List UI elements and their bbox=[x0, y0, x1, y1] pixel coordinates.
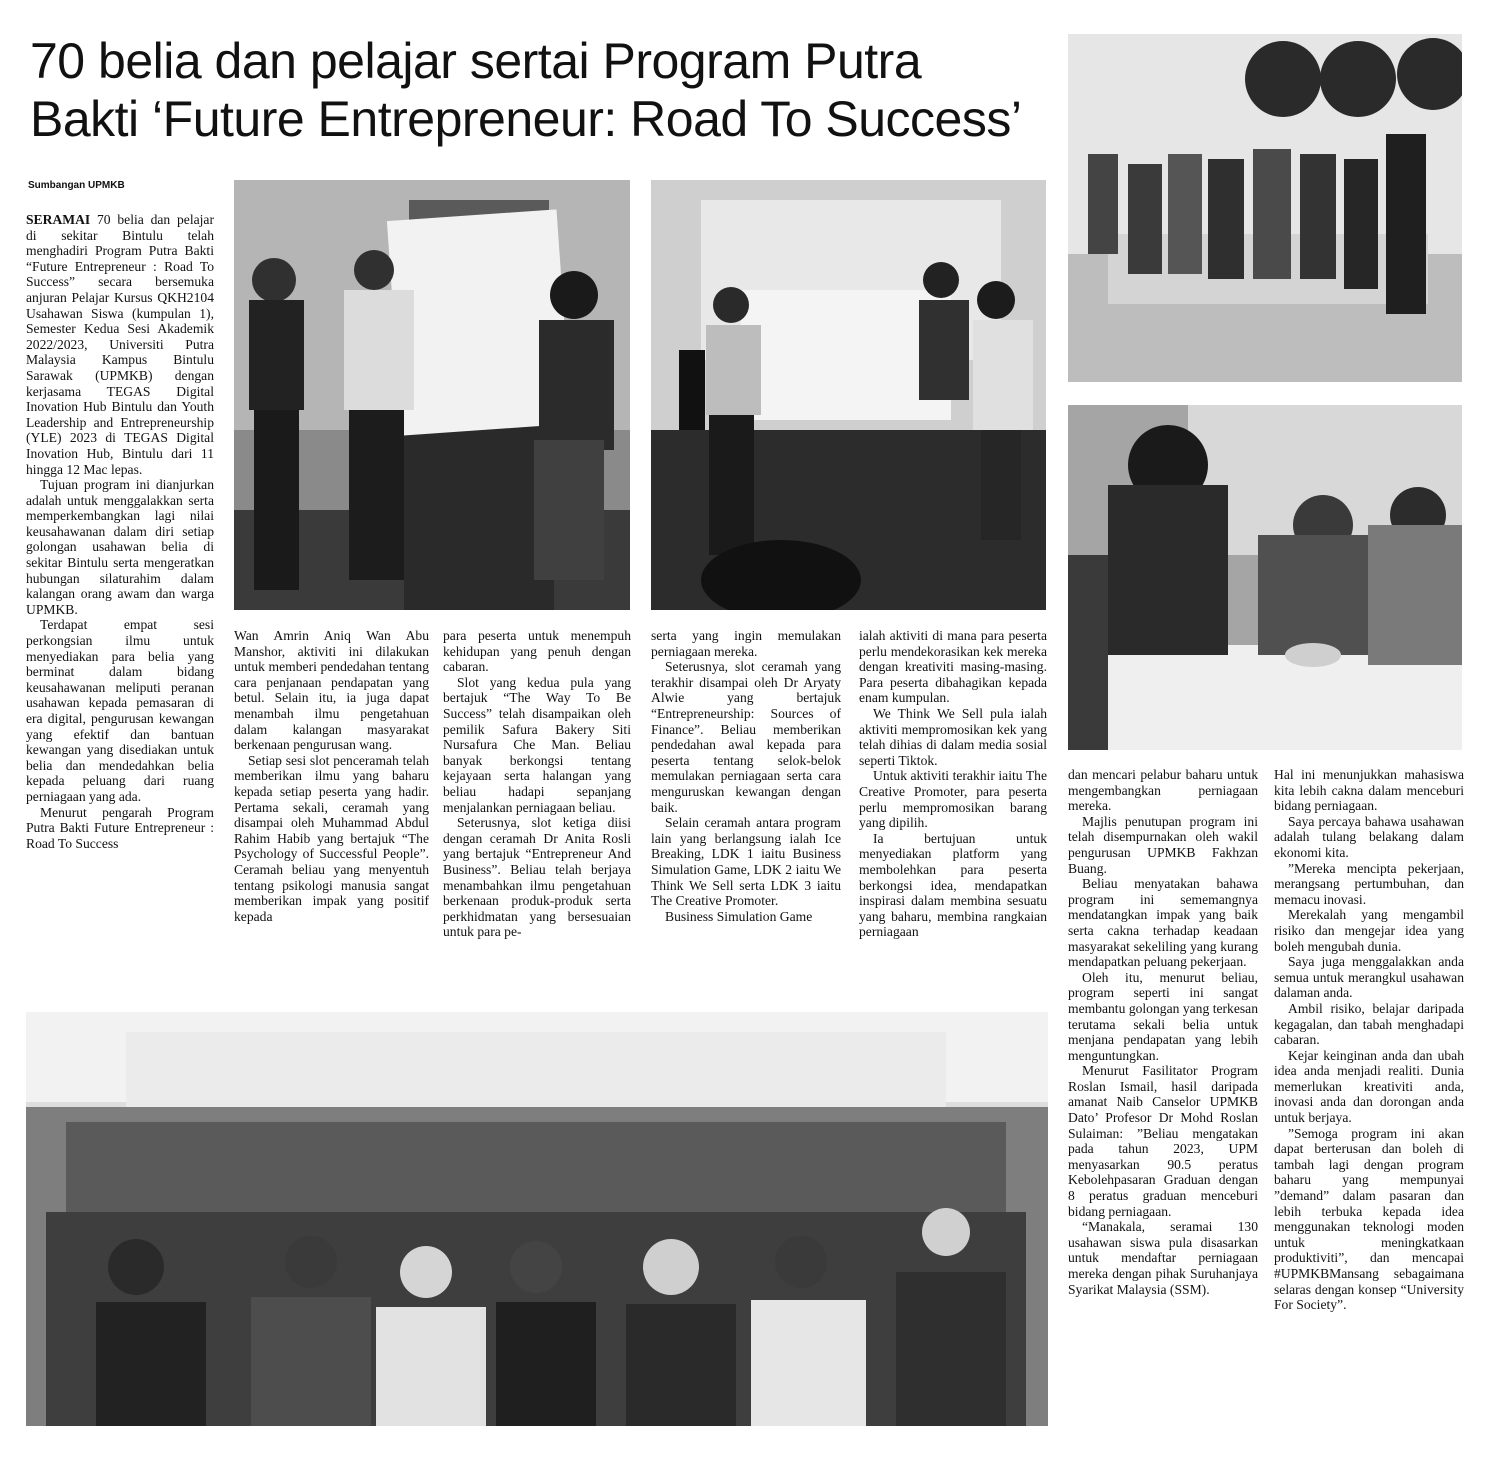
photo-group bbox=[26, 1012, 1048, 1426]
col7-para-2: Saya percaya bahawa usahawan adalah tulang belakang dalam ekonomi kita. bbox=[1274, 813, 1464, 860]
col6-para-1: dan mencari pelabur baharu untuk mengembangkan perniagaan mereka. bbox=[1068, 767, 1258, 814]
photo-seated-group bbox=[1068, 34, 1462, 382]
lead-word: SERAMAI bbox=[26, 212, 91, 227]
headline-line-1: 70 belia dan pelajar sertai Program Putra bbox=[30, 33, 922, 89]
col6-para-2: Majlis penutupan program ini telah disempurnakan oleh wakil pengurusan UPMKB Fakhzan Buang. bbox=[1068, 813, 1258, 876]
column-5 bbox=[859, 628, 1047, 940]
col7-para-6: Ambil risiko, belajar daripada kegagalan, dan tabah menghadapi cabaran. bbox=[1274, 1000, 1464, 1048]
col3-para-2: Slot yang kedua pula yang bertajuk “The Way To Be Success” telah disampaikan oleh pemilik Safura Bakery Siti Nursafura Che Man. Beliau banyak berkongsi tentang kejayaan serta halangan yang beliau hadapi sepanjang menjalankan perniagaan beliau. bbox=[443, 674, 631, 815]
col4-para-1: serta yang ingin memulakan perniagaan mereka. bbox=[651, 628, 841, 659]
col7-para-5: Saya juga menggalakkan anda semua untuk merangkul usahawan dalaman anda. bbox=[1274, 954, 1464, 1001]
col4-para-4: Business Simulation Game bbox=[665, 908, 813, 924]
col6-para-4: Oleh itu, menurut beliau, program seperti ini sangat membantu golongan yang terkesan terutama sekali belia untuk menjana pendapatan yang lebih menguntungkan. bbox=[1068, 969, 1258, 1063]
col4-para-3: Selain ceramah antara program lain yang berlangsung ialah Ice Breaking, LDK 1 iaitu Business Simulation Game, LDK 2 iaitu We Think We Sell serta LDK 3 iaitu The Creative Promoter. bbox=[651, 815, 841, 909]
col1-para-4: Menurut pengarah Program Putra Bakti Future Entrepreneur : Road To Success bbox=[26, 804, 214, 851]
col2-para-2: Setiap sesi slot penceramah telah memberikan ilmu yang baharu kepada setiap peserta yang hadir. Pertama sekali, ceramah yang disampai oleh Muhammad Abdul Rahim Habib yang bertajuk “The Psychology of Successful People”. Ceramah beliau yang menyentuh tentang psikologi manusia sangat memberikan impak yang positif kepada bbox=[234, 752, 429, 924]
headline bbox=[30, 32, 1060, 148]
column-1 bbox=[26, 212, 214, 851]
col3-para-3: Seterusnya, slot ketiga diisi dengan ceramah Dr Anita Rosli yang bertajuk “Entrepreneur And Business”. Beliau telah berjaya menambahkan ilmu pengetahuan berkenaan produk-produk serta perkhidmatan yang bersesuaian untuk para pe- bbox=[443, 815, 631, 940]
col7-para-7: Kejar keinginan anda dan ubah idea anda menjadi realiti. Dunia memerlukan kreativiti anda, inovasi anda dan dorongan anda untuk berjaya. bbox=[1274, 1047, 1464, 1126]
col7-para-1: Hal ini menunjukkan mahasiswa kita lebih cakna dalam menceburi bidang perniagaan. bbox=[1274, 767, 1464, 814]
photo-presenters-poster bbox=[234, 180, 630, 610]
byline: Sumbangan UPMKB bbox=[28, 180, 125, 191]
col5-para-1: ialah aktiviti di mana para peserta perlu mendekorasikan kek mereka dengan kreativiti masing-masing. Para peserta dibahagikan kepada enam kumpulan. bbox=[859, 628, 1047, 706]
col1-para-1: SERAMAI 70 belia dan pelajar di sekitar Bintulu telah menghadiri Program Putra Bakti “Future Entrepreneur : Road To Success” secara bersemuka anjuran Pelajar Kursus QKH2104 Usahawan Siswa (kumpulan 1), Semester Kedua Sesi Akademik 2022/2023, Universiti Putra Malaysia Kampus Bintulu Sarawak (UPMKB) dengan kerjasama TEGAS Digital Inovation Hub Bintulu dan Youth Leadership and Entrepreneurship (YLE) 2023 di TEGAS Digital Inovation Hub, Bintulu dari 11 hingga 12 Mac lepas. bbox=[26, 212, 214, 477]
col7-para-8: ”Semoga program ini akan dapat berterusan dan boleh di tambah lagi dengan program baharu yang mempunyai ”demand” dalam pasaran dan lebih terbuka kepada idea menggunakan teknologi moden untuk meningkatkaan produktiviti”, dan mencapai #UPMKBMansang sebagaimana selaras dengan konsep “University For Society”. bbox=[1274, 1125, 1464, 1313]
column-6 bbox=[1068, 767, 1258, 1297]
column-2 bbox=[234, 628, 429, 924]
col6-para-3: Beliau menyatakan bahawa program ini sememangnya mendatangkan impak yang baik serta cakna terhadap keadaan masyarakat sekeliling yang kurang mendapatkan peluang pekerjaan. bbox=[1068, 876, 1258, 970]
photo-cake-decorating bbox=[1068, 405, 1462, 750]
col1-para-2: Tujuan program ini dianjurkan adalah untuk menggalakkan serta memperkembangkan lagi nilai keusahawanan dalam diri setiap golongan usahawan belia di sekitar Bintulu serta mengeratkan hubungan silaturahim dalam kalangan orang awam dan warga UPMKB. bbox=[26, 477, 214, 617]
headline-line-2: Bakti ‘Future Entrepreneur: Road To Success’ bbox=[30, 91, 1022, 147]
col6-para-5: Menurut Fasilitator Program Roslan Ismail, hasil daripada amanat Naib Canselor UPMKB Dato’ Profesor Dr Mohd Roslan Sulaiman: ”Beliau mengatakan pada tahun 2023, UPM menyasarkan 90.5 peratus Kebolehpasaran Graduan dengan 8 peratus graduan menceburi bidang perniagaan. bbox=[1068, 1063, 1258, 1219]
col5-para-2: We Think We Sell pula ialah aktiviti mempromosikan kek yang telah dihias di dalam media sosial seperti Tiktok. bbox=[859, 705, 1047, 768]
col7-para-4: Merekalah yang mengambil risiko dan mengejar idea yang boleh mengubah dunia. bbox=[1274, 907, 1464, 954]
col2-para-1: Wan Amrin Aniq Wan Abu Manshor, aktiviti ini dilakukan untuk memberi pendedahan tentang cara penjanaan pendapatan yang betul. Selain itu, ia juga dapat menambah ilmu pengetahuan dalam kalangan masyarakat berkenaan pengurusan wang. bbox=[234, 628, 429, 753]
photo-mindmap-presentation bbox=[651, 180, 1046, 610]
col1-para-3: Terdapat empat sesi perkongsian ilmu untuk menyediakan para belia yang berminat dalam bidang keusahawanan meliputi peranan usahawan kepada pemasaran di era digital, pengurusan kewangan yang efektif dan bantuan kewangan yang disediakan untuk belia dan mendedahkan belia kepada peluang dari ruang perniagaan yang ada. bbox=[26, 617, 214, 804]
col7-para-3: ”Mereka mencipta pekerjaan, merangsang pertumbuhan, dan memacu inovasi. bbox=[1274, 860, 1464, 907]
col4-para-2: Seterusnya, slot ceramah yang terakhir disampai oleh Dr Aryaty Alwie yang bertajuk “Entrepreneurship: Sources of Finance”. Beliau memberikan pendedahan awal kepada para peserta tentang selok-belok memulakan perniagaan serta cara menguruskan kewangan dengan baik. bbox=[651, 659, 841, 815]
col5-para-4: Ia bertujuan untuk menyediakan platform yang membolehkan para peserta berkongsi idea, mendapatkan inspirasi dalam membina sesuatu yang baharu, membina rangkaian perniagaan bbox=[859, 830, 1047, 940]
column-3 bbox=[443, 628, 631, 940]
col3-para-1: para peserta untuk menempuh kehidupan yang penuh dengan cabaran. bbox=[443, 628, 631, 675]
column-4 bbox=[651, 628, 841, 924]
column-7 bbox=[1274, 767, 1464, 1313]
col5-para-3: Untuk aktiviti terakhir iaitu The Creative Promoter, para peserta perlu mempromosikan barang yang dipilih. bbox=[859, 768, 1047, 831]
col6-para-6: “Manakala, seramai 130 usahawan siswa pula disasarkan untuk mendaftar perniagaan mereka dengan pihak Suruhanjaya Syarikat Malaysia (SSM). bbox=[1068, 1219, 1258, 1297]
